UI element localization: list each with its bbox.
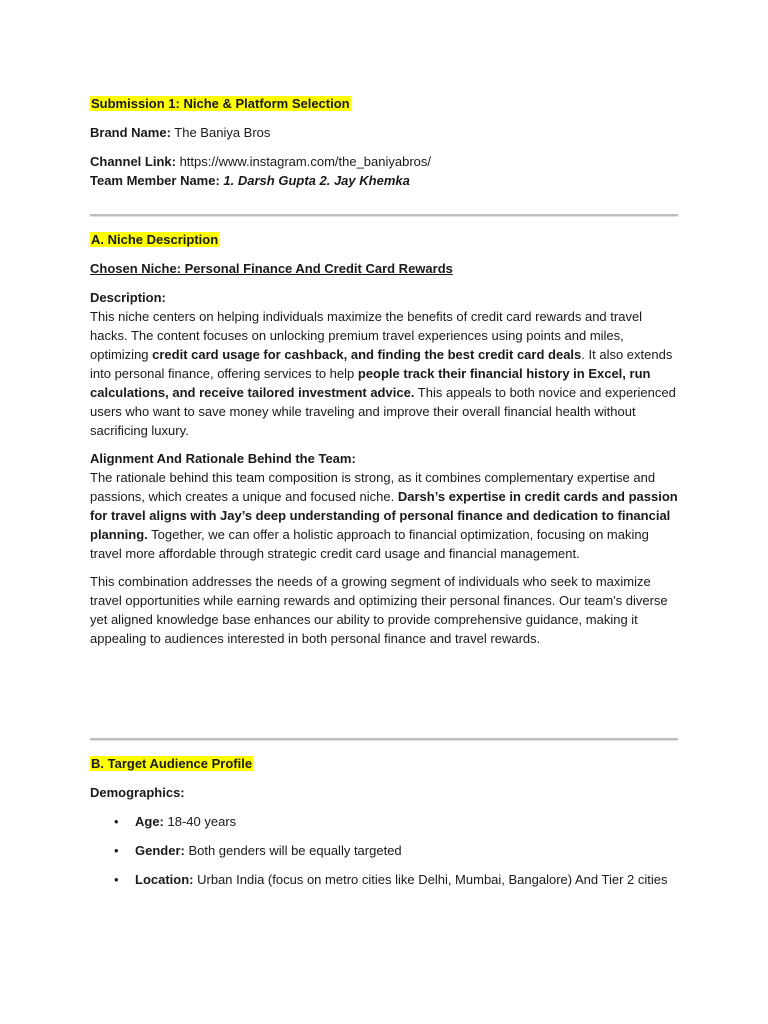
demographics-list bbox=[90, 812, 680, 899]
list-item: • Age: 18-40 years bbox=[90, 812, 680, 841]
brand-label: Brand Name: bbox=[90, 125, 171, 140]
audience-section bbox=[90, 754, 680, 899]
alignment-text: The rationale behind this team composition is strong, as it combines complementary expertise and passions, which creates a unique and focused niche. Darsh’s expertise in credit cards and passion for travel aligns with Jay’s deep understanding of personal finance and dedication to financial planning. Together, we can offer a holistic approach to financial optimization, focusing on making travel more affordable through strategic credit card usage and financial management. bbox=[90, 470, 678, 561]
alignment-label: Alignment And Rationale Behind the Team: bbox=[90, 451, 356, 466]
chosen-niche: Chosen Niche: Personal Finance And Credit Card Rewards bbox=[90, 261, 453, 276]
list-item: • Location: Urban India (focus on metro cities like Delhi, Mumbai, Bangalore) And Tier 2 cities bbox=[90, 870, 680, 899]
brand-value: The Baniya Bros bbox=[170, 125, 271, 140]
divider bbox=[90, 214, 678, 217]
niche-section bbox=[90, 230, 680, 648]
channel-line bbox=[90, 152, 680, 171]
demographics-label: Demographics: bbox=[90, 785, 185, 800]
channel-link[interactable]: https://www.instagram.com/the_baniyabros/ bbox=[175, 154, 432, 169]
channel-label: Channel Link: bbox=[90, 154, 176, 169]
description-text: This niche centers on helping individuals maximize the benefits of credit card rewards and travel hacks. The content focuses on unlocking premium travel experiences using points and miles, optimizing credit card usage for cashback, and finding the best credit card deals. It also extends into personal finance, offering services to help people track their financial history in Excel, run calculations, and receive tailored investment advice. This appeals to both novice and experienced users who want to save money while traveling and improve their overall financial health without sacrificing luxury. bbox=[90, 309, 676, 438]
team-value: 1. Darsh Gupta 2. Jay Khemka bbox=[219, 173, 410, 188]
combination-text: This combination addresses the needs of a growing segment of individuals who seek to maximize travel opportunities while earning rewards and optimizing their personal finances. Our team's diverse yet aligned knowledge base enhances our ability to provide comprehensive guidance, making it appealing to audiences interested in both personal finance and travel rewards. bbox=[90, 574, 668, 646]
divider bbox=[90, 738, 678, 741]
list-item: • Gender: Both genders will be equally targeted bbox=[90, 841, 680, 870]
audience-heading: B. Target Audience Profile bbox=[91, 756, 253, 771]
submission-title: Submission 1: Niche & Platform Selection bbox=[91, 96, 350, 111]
niche-heading: A. Niche Description bbox=[91, 232, 219, 247]
team-label: Team Member Name: bbox=[90, 173, 220, 188]
description-label: Description: bbox=[90, 290, 166, 305]
brand-line bbox=[90, 123, 680, 142]
submission-header bbox=[90, 94, 680, 190]
team-line bbox=[90, 171, 680, 190]
